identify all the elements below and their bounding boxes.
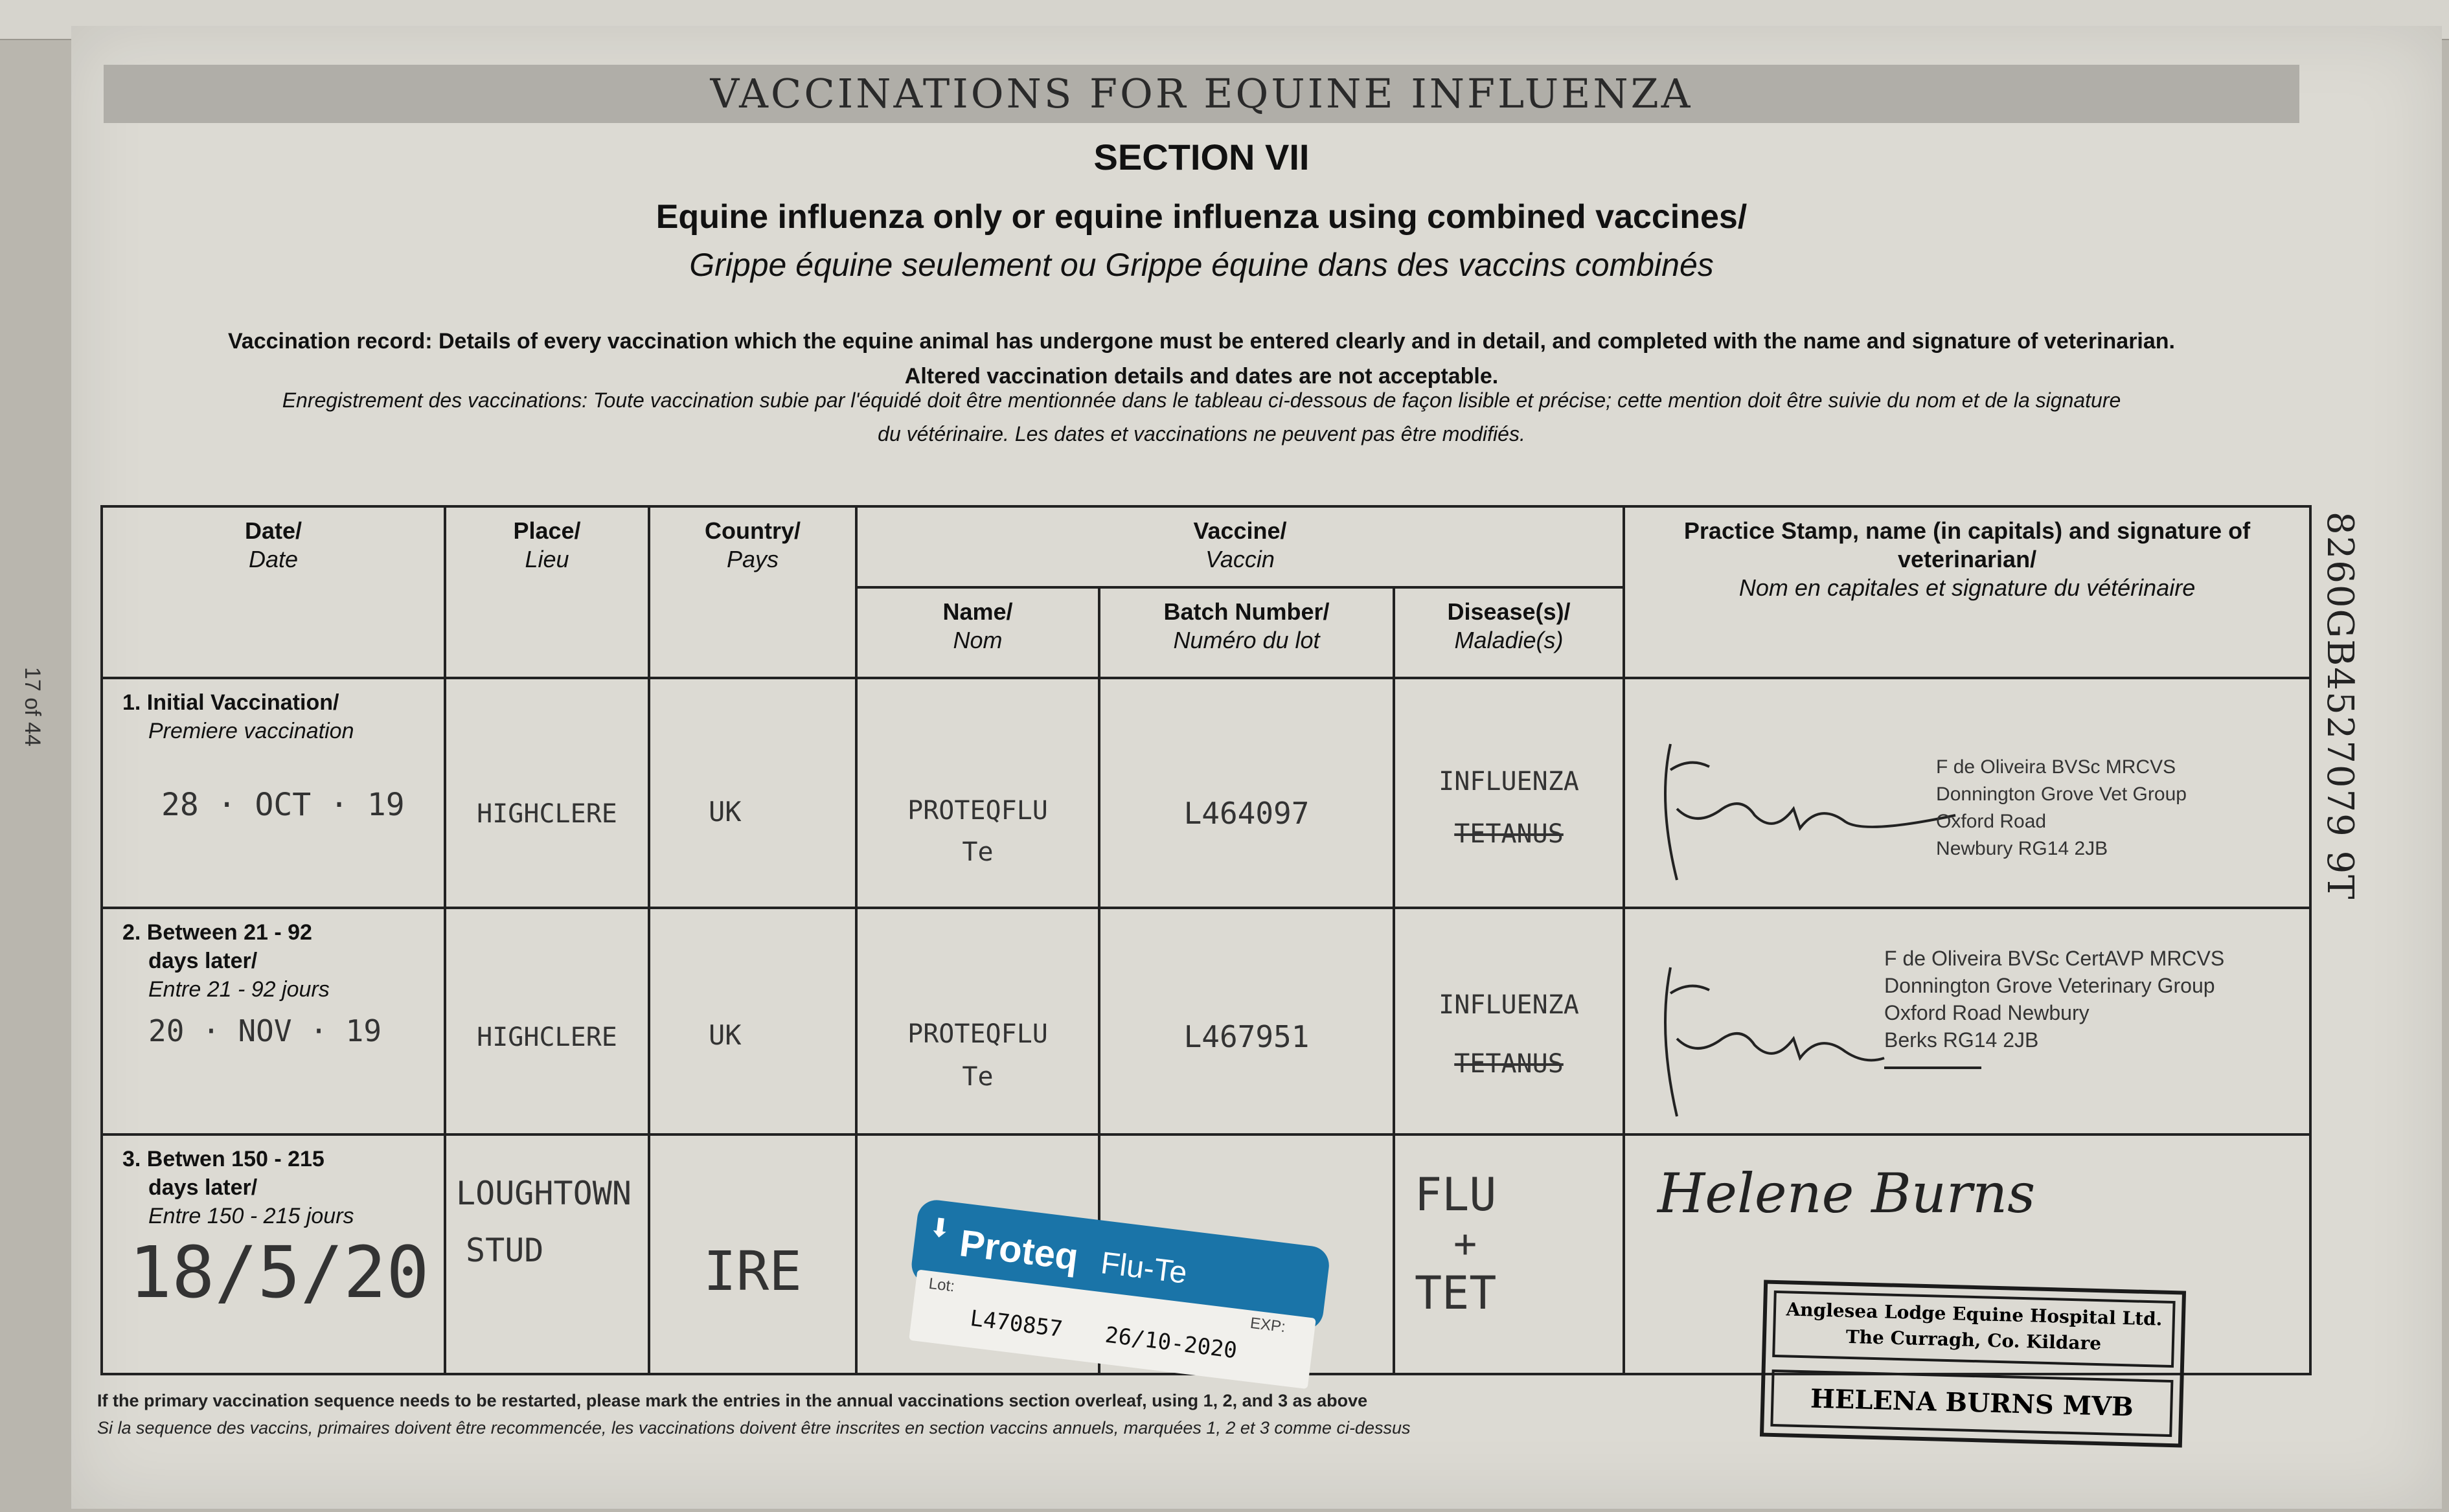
place-value: HIGHCLERE — [477, 799, 617, 829]
header-practice-stamp: Practice Stamp, name (in capitals) and signature of veterinarian/ Nom en capitales et signature du vétérinaire — [1624, 506, 2310, 678]
row-label: 1. Initial Vaccination/ Premiere vaccination 28 · OCT · 19 — [102, 678, 445, 908]
sticker-lot-label: Lot: — [928, 1274, 956, 1296]
disease-value: INFLUENZA — [1439, 990, 1579, 1020]
sticker-lot: L470857 — [968, 1305, 1064, 1343]
vet-signature: Helene Burns — [1657, 1162, 2036, 1225]
section-number: SECTION VII — [1093, 137, 1310, 177]
place-cell — [445, 678, 649, 908]
arrow-icon: ⬇ — [927, 1213, 953, 1245]
batch-value: L464097 — [1183, 796, 1310, 831]
sticker-exp: 26/10-2020 — [1103, 1322, 1238, 1364]
sticker-exp-label: EXP: — [1249, 1314, 1287, 1337]
header-vaccine: Vaccine/ Vaccin — [856, 506, 1624, 587]
vaccine-name-cell — [856, 678, 1099, 908]
passport-number: 8260GB4527079 9T — [2319, 512, 2361, 901]
disease-value: TET — [1415, 1267, 1497, 1320]
vaccine-name-value: Te — [962, 837, 994, 867]
page-number: 17 of 44 — [20, 667, 45, 747]
stamp-cell — [1624, 678, 2310, 908]
disease-cell — [1394, 1134, 1624, 1374]
vaccine-name-value: Te — [962, 1062, 994, 1092]
batch-value: L467951 — [1183, 1019, 1310, 1054]
place-value: LOUGHTOWN — [456, 1175, 632, 1212]
vet-signature — [1651, 731, 1962, 886]
vet-stamp-text: F de Oliveira BVSc MRCVS Donnington Grove Vet Group Oxford Road Newbury RG14 2JB — [1936, 756, 2187, 859]
record-instruction-fr-1: Enregistrement des vaccinations: Toute vaccination subie par l'équidé doit être mentionnée dans le tableau ci-dessous de façon lisible et précise; cette mention doit être suivie du nom et de la signature — [282, 389, 2121, 412]
footer-note-en: If the primary vaccination sequence needs to be restarted, please mark the entries in the annual vaccinations section overleaf, using 1, 2, and 3 as above — [97, 1391, 1368, 1410]
date-value: 18/5/20 — [129, 1231, 429, 1314]
country-value: UK — [709, 796, 742, 828]
disease-value: FLU — [1415, 1168, 1497, 1221]
header-country: Country/ Pays — [649, 506, 856, 678]
header-batch-number: Batch Number/ Numéro du lot — [1099, 587, 1394, 678]
disease-cell — [1394, 678, 1624, 908]
disease-value: + — [1453, 1221, 1477, 1267]
country-cell — [649, 1134, 856, 1374]
header-disease: Disease(s)/ Maladie(s) — [1394, 587, 1624, 678]
table-row — [102, 908, 2310, 1134]
disease-value: TETANUS — [1454, 819, 1564, 849]
sticker-product: Flu-Te — [1099, 1246, 1189, 1291]
table-row — [102, 678, 2310, 908]
sticker-brand: Proteq — [957, 1222, 1081, 1279]
hospital-stamp-vet-name: HELENA BURNS MVB — [1770, 1370, 2173, 1437]
record-instruction-en-1: Vaccination record: Details of every vaccination which the equine animal has undergone must be entered clearly and in detail, and completed with the name and signature of veterinarian. — [228, 329, 2175, 354]
title-english: Equine influenza only or equine influenza using combined vaccines/ — [655, 198, 1748, 236]
row-label: 3. Betwen 150 - 215 days later/ Entre 150 - 215 jours 18/5/20 — [102, 1134, 445, 1374]
vaccine-name-value: PROTEQFLU — [907, 796, 1048, 826]
stamp-cell — [1624, 908, 2310, 1134]
place-value: HIGHCLERE — [477, 1022, 617, 1052]
banner-title: VACCINATIONS FOR EQUINE INFLUENZA — [710, 70, 1693, 117]
header-vaccine-name: Name/ Nom — [856, 587, 1099, 678]
vet-stamp-text: F de Oliveira BVSc CertAVP MRCVS Donnington Grove Veterinary Group Oxford Road Newbury Berks RG14 2JB — [1884, 947, 2225, 1052]
date-value: 28 · OCT · 19 — [161, 787, 405, 823]
country-value: UK — [709, 1019, 742, 1051]
batch-cell — [1099, 908, 1394, 1134]
footer-note-fr: Si la sequence des vaccins, primaires doivent être recommencée, les vaccinations doivent être inscrites en section vaccins annuels, marquées 1, 2 et 3 comme ci-dessus — [97, 1418, 1411, 1438]
date-value: 20 · NOV · 19 — [148, 1013, 382, 1048]
header-place: Place/ Lieu — [445, 506, 649, 678]
place-cell — [445, 908, 649, 1134]
batch-cell — [1099, 678, 1394, 908]
header-date: Date/ Date — [102, 506, 445, 678]
hospital-stamp — [1760, 1280, 2186, 1448]
disease-value: INFLUENZA — [1439, 767, 1579, 796]
disease-value: TETANUS — [1454, 1049, 1564, 1079]
record-instruction-en-2: Altered vaccination details and dates are not acceptable. — [904, 364, 1499, 389]
row-label: 2. Between 21 - 92 days later/ Entre 21 - 92 jours 20 · NOV · 19 — [102, 908, 445, 1134]
disease-cell — [1394, 908, 1624, 1134]
vaccine-name-cell — [856, 908, 1099, 1134]
country-cell — [649, 678, 856, 908]
place-cell — [445, 1134, 649, 1374]
record-instruction-fr-2: du vétérinaire. Les dates et vaccinations ne peuvent pas être modifiés. — [878, 422, 1525, 446]
title-french: Grippe équine seulement ou Grippe équine dans des vaccins combinés — [689, 247, 1714, 283]
place-value: STUD — [466, 1232, 544, 1269]
country-value: IRE — [703, 1239, 802, 1303]
vaccine-name-value: PROTEQFLU — [907, 1019, 1048, 1049]
country-cell — [649, 908, 856, 1134]
hospital-stamp-name: Anglesea Lodge Equine Hospital Ltd. The Curragh, Co. Kildare — [1772, 1291, 2175, 1368]
banner — [104, 65, 2299, 123]
